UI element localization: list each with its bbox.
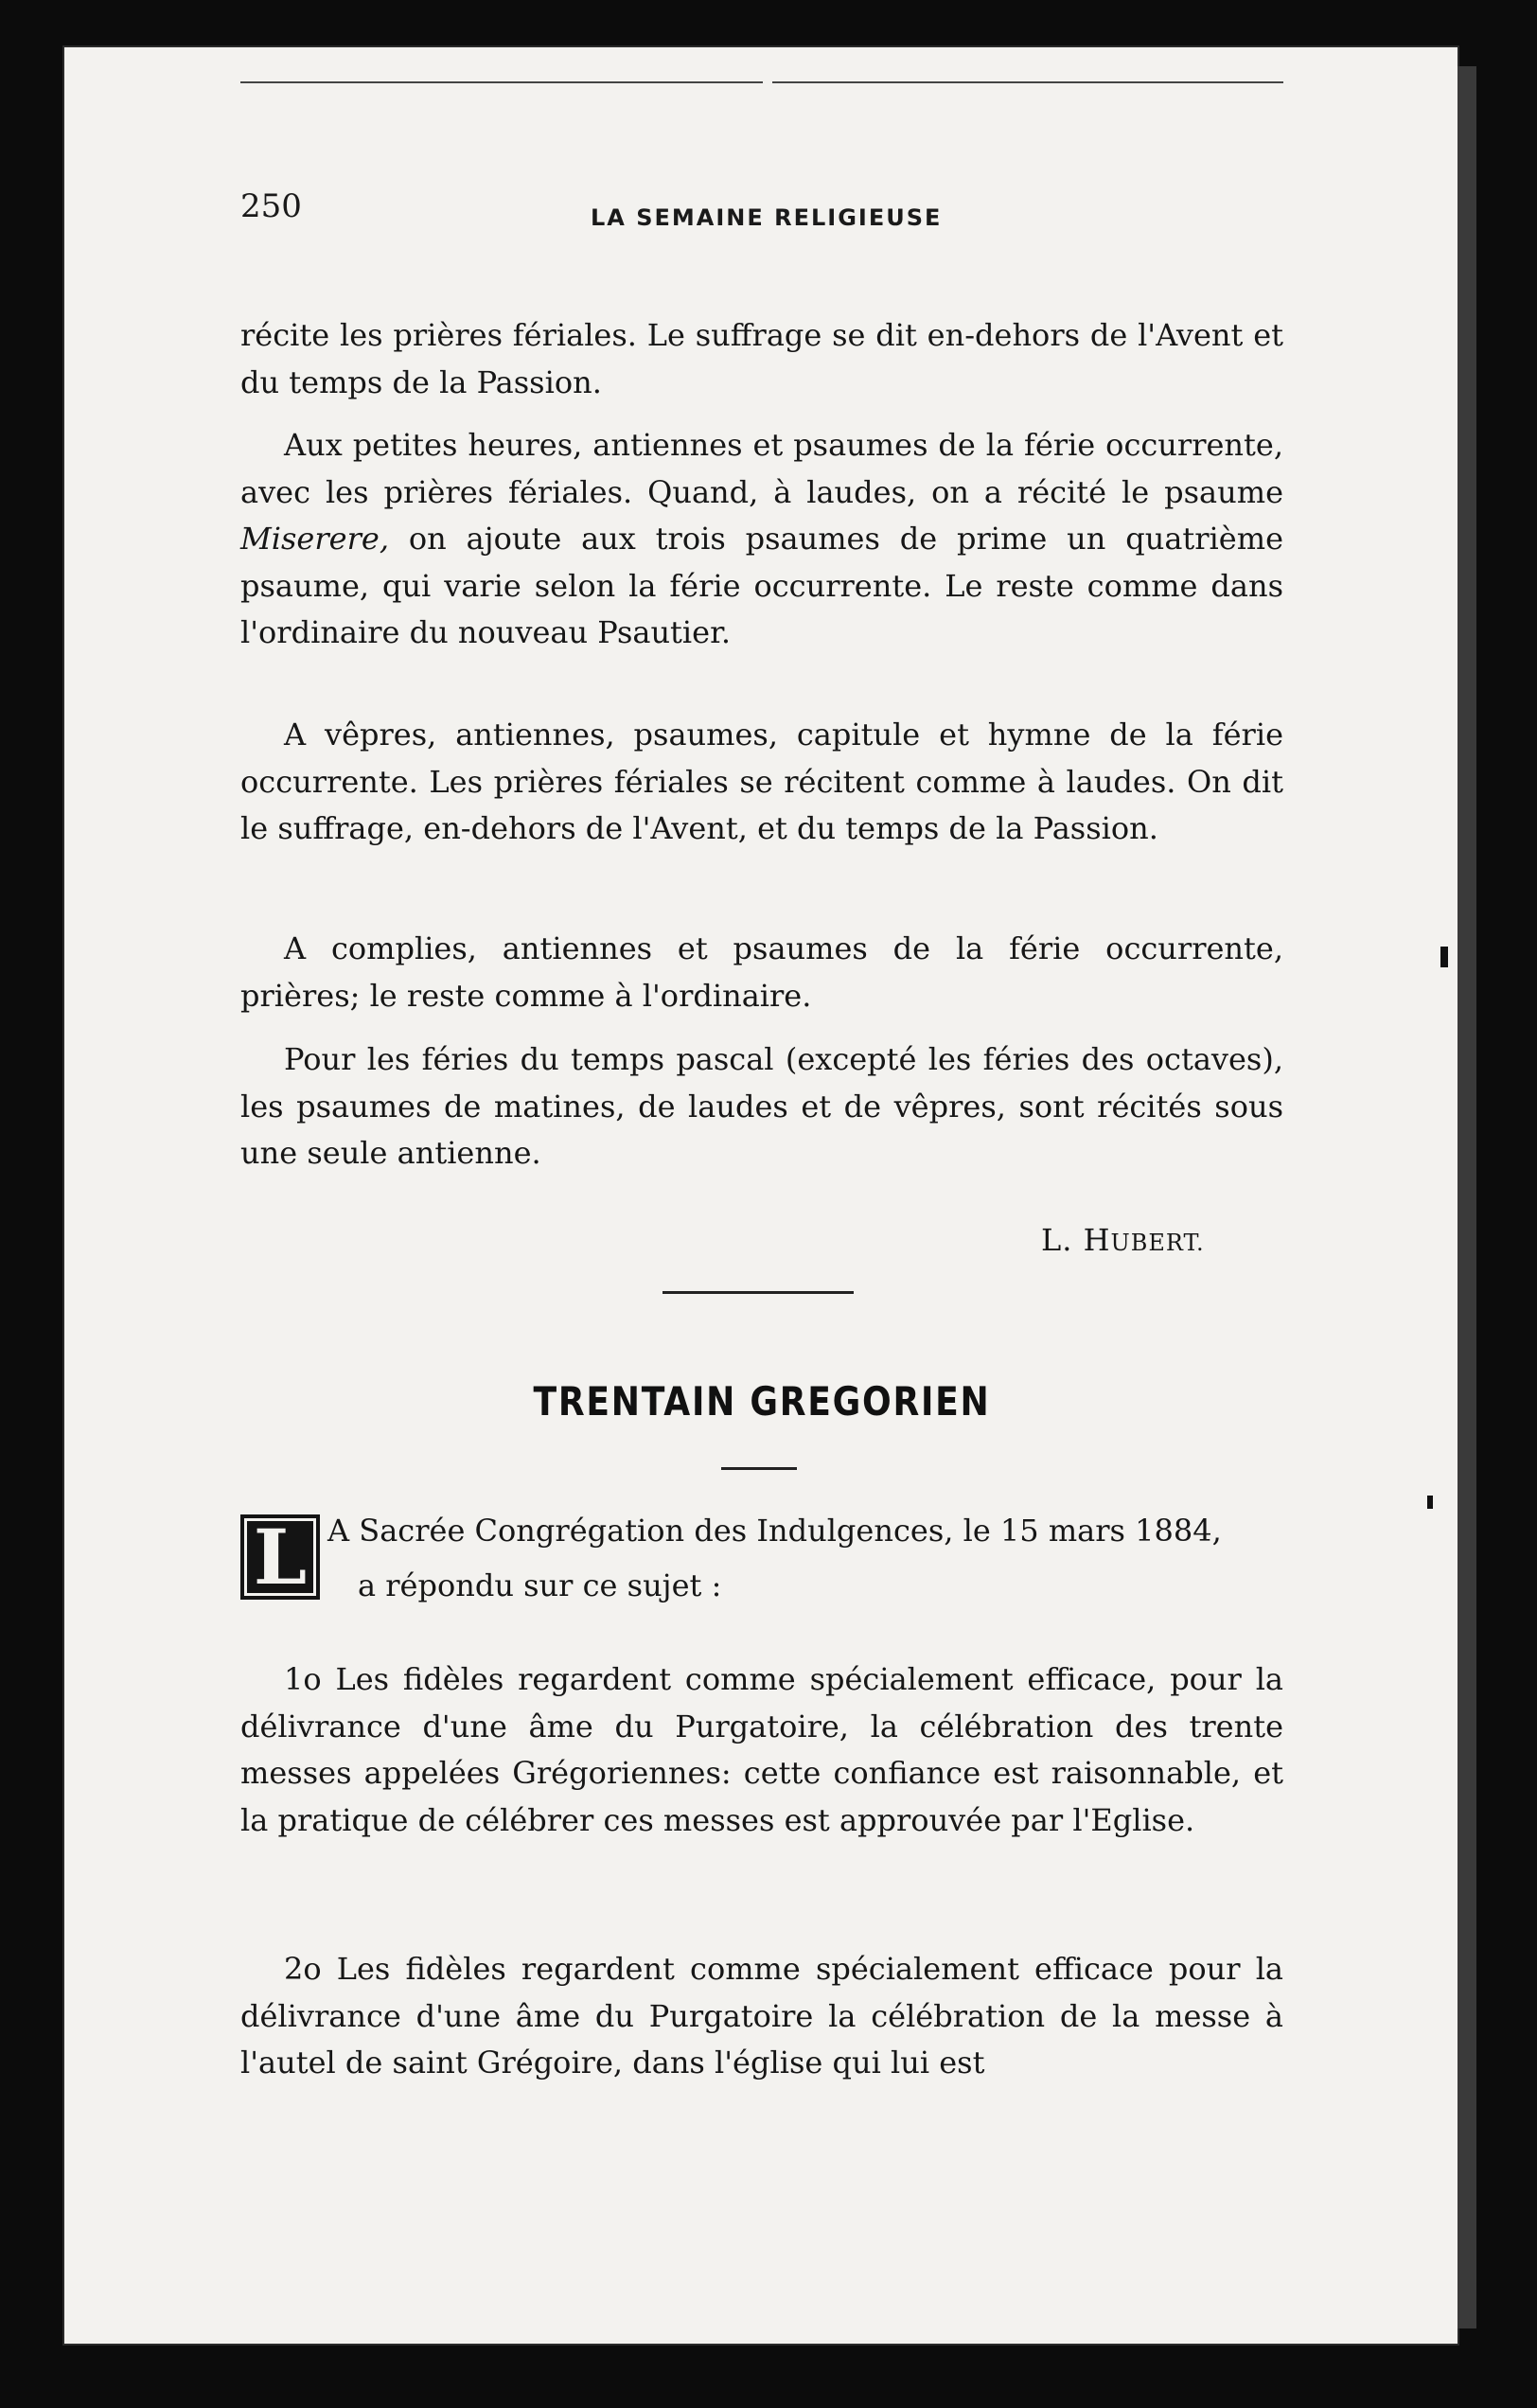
- author-signature: [1041, 1222, 1205, 1258]
- article-separator: [662, 1291, 854, 1294]
- paragraph-vepres: A vêpres, antiennes, psaumes, capitule et hymne de la férie occurrente. Les prières fériales se récitent comme à laudes. On dit le suffrage, en-dehors de l'Avent, et du temps de la Passion.: [240, 717, 1283, 846]
- intro-line-2: a répondu sur ce sujet :: [358, 1567, 722, 1603]
- page-gutter-shadow: [1458, 66, 1476, 2328]
- paragraph-point-1: 1o Les fidèles regardent comme spécialement efficace, pour la délivrance d'une âme du Purgatoire, la célébration des trente messes appelées Grégoriennes: cette confiance est raisonnable, et la pratique de célébrer ces messes est approuvée par l'Eglise.: [240, 1661, 1283, 1838]
- paragraph-complies: A complies, antiennes et psaumes de la férie occurrente, prières; le reste comme à l'ordinaire.: [240, 930, 1283, 1014]
- paragraph-continuation: récite les prières fériales. Le suffrage se dit en-dehors de l'Avent et du temps de la Passion.: [240, 317, 1283, 400]
- paragraph-temps-pascal: Pour les féries du temps pascal (excepté les féries des octaves), les psaumes de matines, de laudes et de vêpres, sont récités sous une seule antienne.: [240, 1041, 1283, 1171]
- miserere-word: Miserere,: [240, 521, 389, 557]
- section-title: TRENTAIN GREGORIEN: [533, 1378, 991, 1425]
- page-number: 250: [240, 187, 302, 225]
- journal-title: LA SEMAINE RELIGIEUSE: [591, 204, 943, 231]
- signature-rest: UBERT.: [1110, 1230, 1205, 1256]
- header-rule-left: [240, 81, 763, 83]
- paragraph-text: on ajoute aux trois psaumes de prime un quatrième psaume, qui varie selon la férie occurrente. Le reste comme dans l'ordinaire du nouveau Psautier.: [240, 521, 1284, 650]
- header-rule-right: [772, 81, 1283, 83]
- paragraph-point-2: 2o Les fidèles regardent comme spécialement efficace pour la délivrance d'une âme du Purgatoire la célébration de la messe à l'autel de saint Grégoire, dans l'église qui lui est: [240, 1951, 1283, 2080]
- signature-initial: L. H: [1041, 1222, 1111, 1258]
- title-underline: [721, 1467, 797, 1470]
- running-head: [240, 187, 1283, 244]
- drop-cap: L: [240, 1514, 320, 1600]
- paragraph-petites-heures: [240, 422, 1283, 657]
- paragraph-text: Aux petites heures, antiennes et psaumes de la férie occurrente, avec les prières fériales. Quand, à laudes, on a récité le psaume: [240, 427, 1283, 510]
- intro-line-1: A Sacrée Congrégation des Indulgences, le 15 mars 1884,: [327, 1513, 1222, 1549]
- scan-speck: [1440, 947, 1448, 967]
- scan-speck: [1427, 1496, 1433, 1509]
